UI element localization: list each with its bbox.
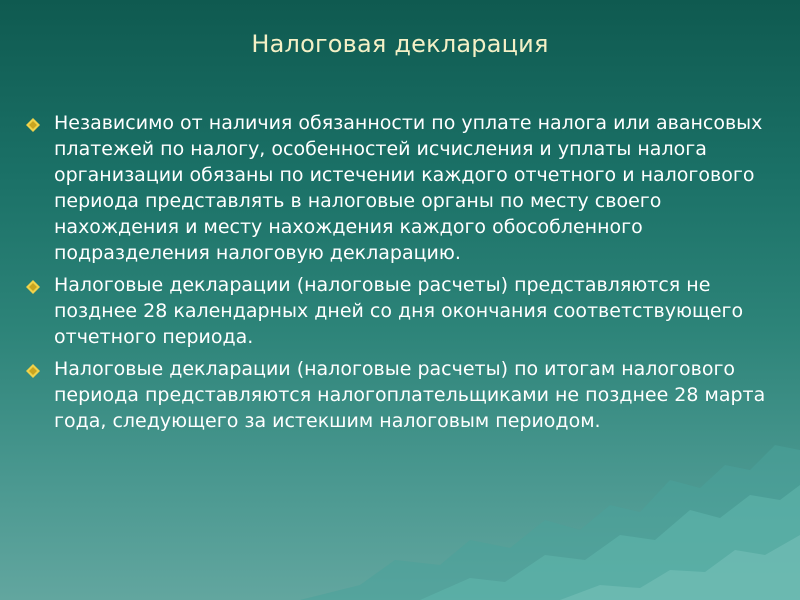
- diamond-bullet-icon: [26, 280, 40, 294]
- diamond-bullet-icon: [26, 118, 40, 132]
- bullet-item: [22, 272, 784, 350]
- bullet-item: [22, 110, 784, 266]
- bullet-item: [22, 356, 784, 434]
- bullet-text: Независимо от наличия обязанности по уплате налога или авансовых платежей по налогу, особенностей исчисления и уплаты налога организации обязаны по истечении каждого отчетного и налогового периода представлять в налоговые органы по месту своего нахождения и месту нахождения каждого обособленного подразделения налоговую декларацию.: [54, 112, 763, 264]
- diamond-bullet-icon: [26, 364, 40, 378]
- bullet-text: Налоговые декларации (налоговые расчеты) представляются не позднее 28 календарных дней со дня окончания соответствующего отчетного периода.: [54, 274, 744, 348]
- slide-title: Налоговая декларация: [251, 30, 549, 58]
- bullet-text: Налоговые декларации (налоговые расчеты) по итогам налогового периода представляются налогоплательщиками не позднее 28 марта года, следующего за истекшим налоговым периодом.: [54, 358, 766, 432]
- bullet-list: [22, 110, 784, 440]
